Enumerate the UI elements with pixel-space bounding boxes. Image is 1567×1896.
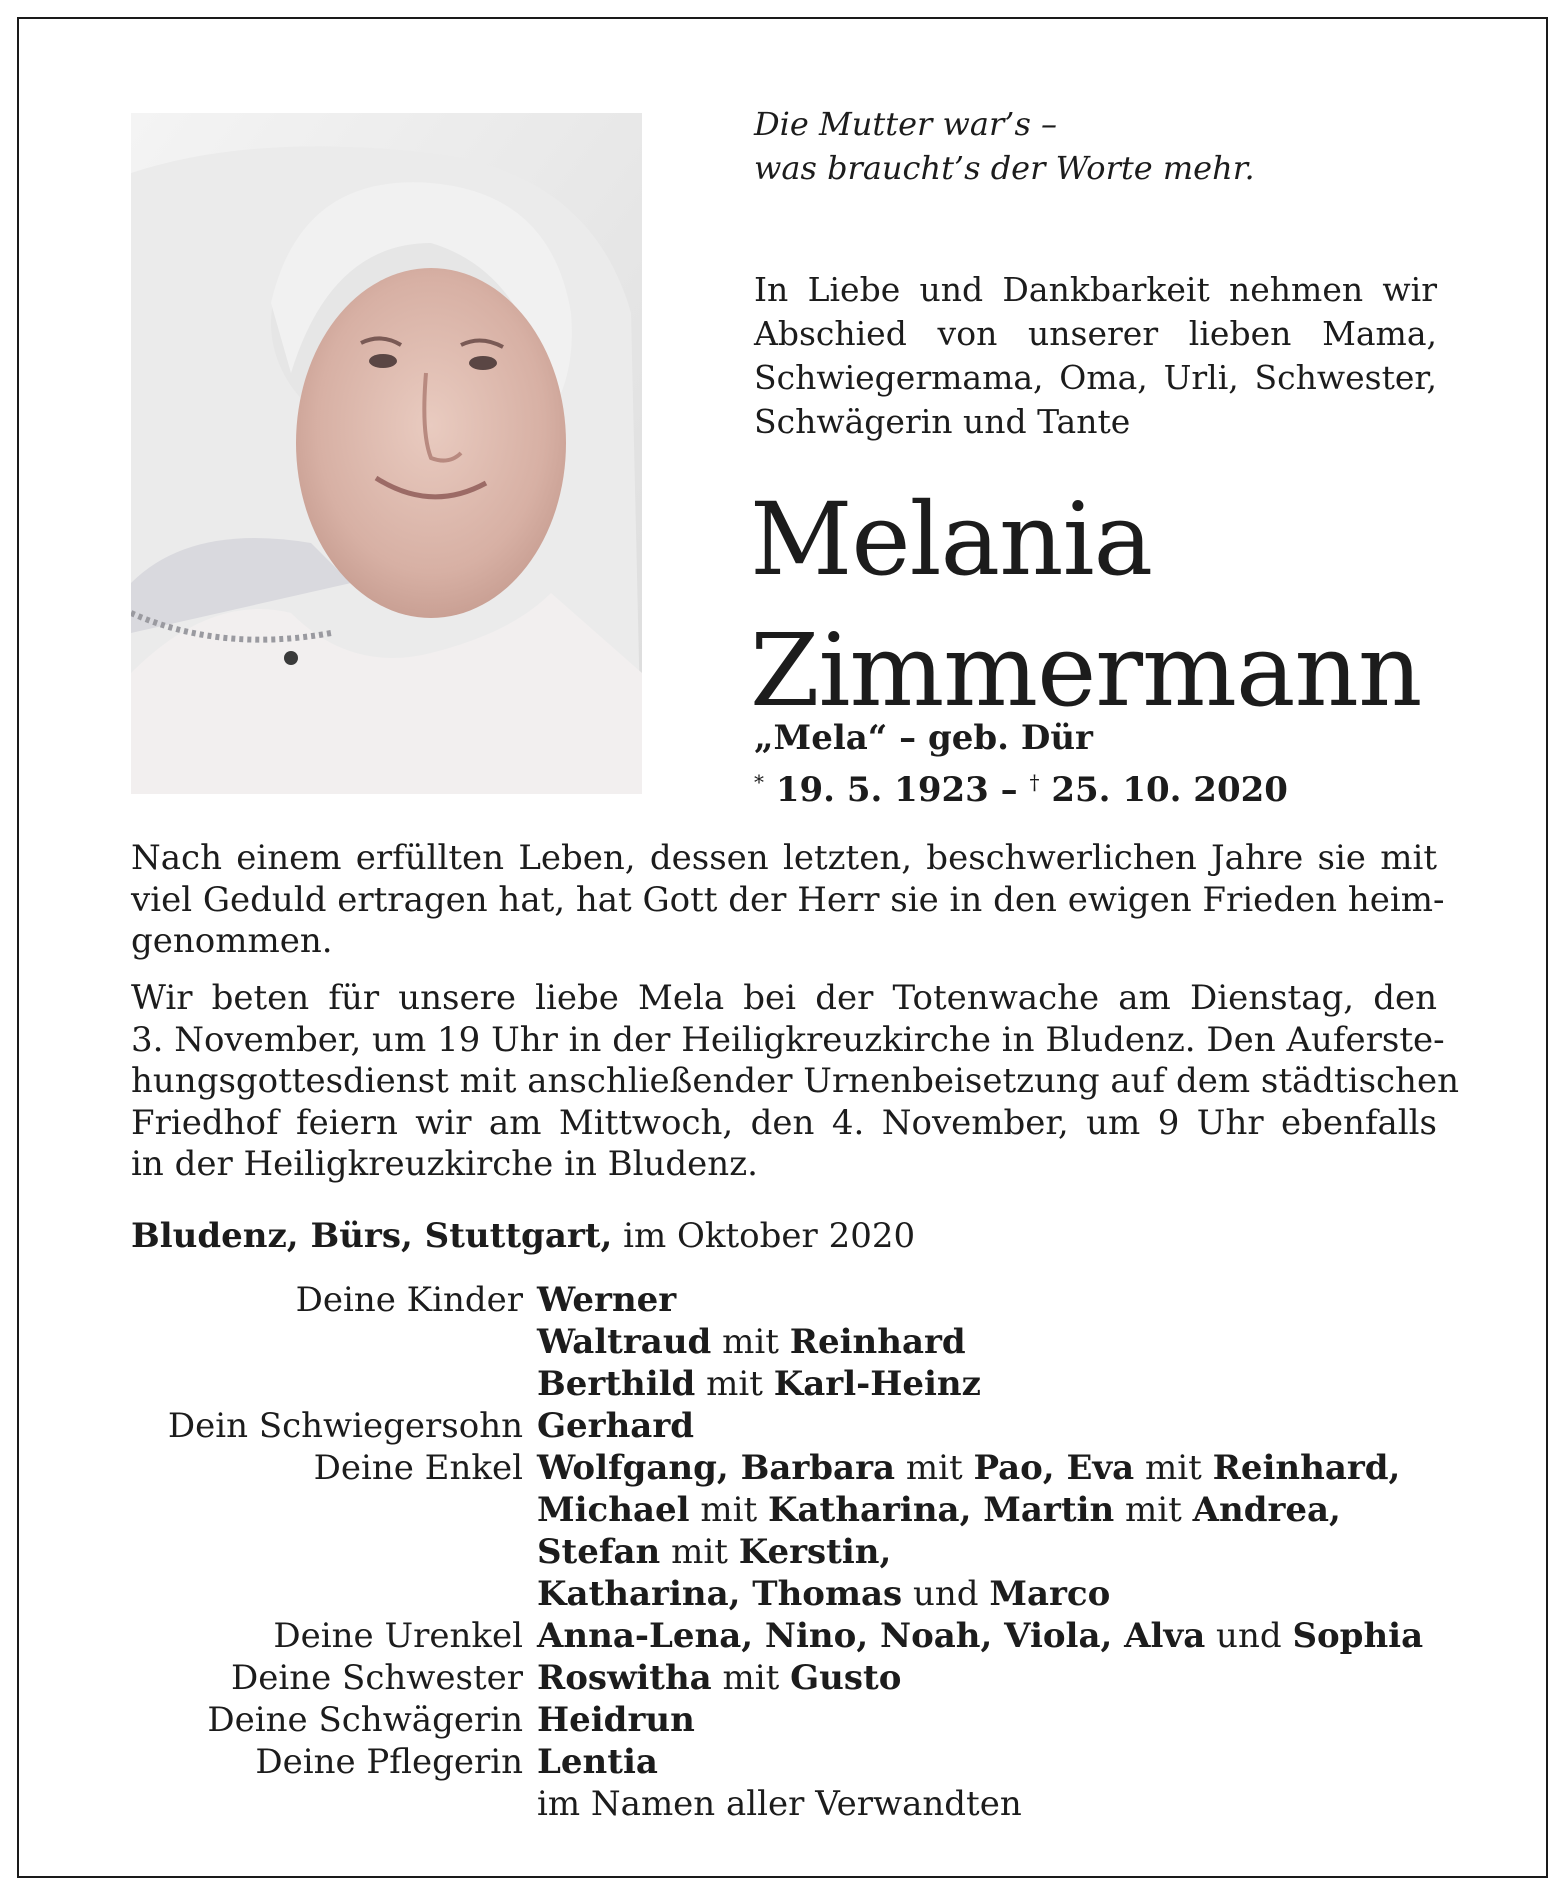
birth-date: 19. 5. 1923 – — [775, 770, 1018, 810]
mourner-name: Michael — [537, 1490, 690, 1530]
family-name-line — [537, 1489, 1451, 1531]
mourner-name: Heidrun — [537, 1700, 695, 1740]
mourner-name: Pao, Eva — [973, 1448, 1135, 1488]
family-group — [131, 1657, 1451, 1699]
motto-line: Die Mutter war’s – — [754, 105, 1058, 143]
intro-line: Schwägerin und Tante — [754, 402, 1131, 441]
mourner-name: Marco — [989, 1574, 1111, 1614]
paragraph-line: Wir beten für unsere liebe Mela bei der Totenwache am Dienstag, den — [131, 978, 1437, 1018]
mourner-name: Katharina, Thomas — [537, 1574, 903, 1614]
mourner-name: Roswitha — [537, 1658, 712, 1698]
connector-text: mit — [711, 1322, 790, 1362]
family-name-line — [537, 1741, 1451, 1783]
family-name-line — [537, 1573, 1451, 1615]
family-group — [131, 1447, 1451, 1615]
life-dates — [754, 760, 1454, 812]
family-name-line — [537, 1699, 1451, 1741]
family-name-line — [537, 1531, 1451, 1573]
mourner-name: Wolfgang, Barbara — [537, 1448, 896, 1488]
family-relation-label: Deine Kinder — [295, 1280, 523, 1320]
connector-text: und — [1205, 1616, 1293, 1656]
intro-text — [754, 268, 1437, 444]
death-symbol: † — [1029, 770, 1040, 794]
connector-text: mit — [1134, 1448, 1213, 1488]
family-group — [131, 1279, 1451, 1405]
intro-line: In Liebe und Dankbarkeit nehmen wir — [754, 270, 1437, 309]
family-group — [131, 1615, 1451, 1657]
paragraph-line: in der Heiligkreuzkirche in Bludenz. — [131, 1144, 758, 1184]
connector-text: im Namen aller Verwandten — [537, 1784, 1022, 1824]
intro-line: Abschied von unserer lieben Mama, — [754, 314, 1437, 353]
paragraph-line: Nach einem erfüllten Leben, dessen letzten, beschwerlichen Jahre sie mit — [131, 838, 1437, 878]
name-details — [754, 716, 1454, 812]
intro-line: Schwiegermama, Oma, Urli, Schwester, — [754, 358, 1437, 397]
family-names — [537, 1657, 1451, 1699]
family-relation-label: Deine Urenkel — [273, 1616, 523, 1656]
mourner-name: Waltraud — [537, 1322, 712, 1362]
mourner-name: Werner — [537, 1280, 677, 1320]
connector-text: mit — [711, 1658, 791, 1698]
mourner-name: Anna-Lena, Nino, Noah, Viola, Alva — [537, 1616, 1206, 1656]
mourner-name: Karl-Heinz — [773, 1364, 981, 1404]
deceased-name — [750, 474, 1550, 736]
death-date: 25. 10. 2020 — [1051, 770, 1288, 810]
family-group — [131, 1741, 1451, 1825]
family-name-line — [537, 1783, 1451, 1825]
mourner-name: Reinhard, — [1212, 1448, 1401, 1488]
family-name-line — [537, 1279, 1451, 1321]
connector-text: mit — [660, 1532, 739, 1572]
family-relation-label: Deine Pflegerin — [255, 1742, 523, 1782]
connector-text: mit — [895, 1448, 974, 1488]
mourner-name: Kerstin, — [738, 1532, 892, 1572]
mourner-name: Berthild — [537, 1364, 696, 1404]
mourner-name: Lentia — [537, 1742, 658, 1782]
family-relation-label: Dein Schwiegersohn — [167, 1406, 523, 1446]
paragraph-line: 3. November, um 19 Uhr in der Heiligkreuzkirche in Bludenz. Den Auferste- — [131, 1019, 1445, 1060]
family-name-line — [537, 1447, 1451, 1489]
family-names — [537, 1615, 1451, 1657]
family-name-line — [537, 1615, 1451, 1657]
family-name-line — [537, 1405, 1451, 1447]
date-text: im Oktober 2020 — [623, 1216, 916, 1256]
connector-text: mit — [689, 1490, 768, 1530]
family-group — [131, 1405, 1451, 1447]
connector-text: mit — [1114, 1490, 1193, 1530]
paragraph-line: genommen. — [131, 921, 333, 961]
family-relation-label: Deine Schwägerin — [207, 1700, 523, 1740]
family-name-line — [537, 1321, 1451, 1363]
first-name: Melania — [750, 481, 1153, 598]
portrait-photo — [131, 113, 642, 794]
family-relation-label: Deine Enkel — [313, 1448, 523, 1488]
mourner-name: Andrea, — [1192, 1490, 1341, 1530]
family-names — [537, 1699, 1451, 1741]
nickname-line: „Mela“ – geb. Dür — [754, 718, 1093, 758]
paragraph-service — [131, 978, 1459, 1186]
last-name: Zimmermann — [750, 612, 1422, 729]
mourner-name: Sophia — [1292, 1616, 1424, 1656]
mourner-name: Stefan — [537, 1532, 661, 1572]
family-names — [537, 1741, 1451, 1825]
motto-line: was braucht’s der Worte mehr. — [754, 149, 1255, 187]
family-list — [131, 1279, 1451, 1825]
family-names — [537, 1279, 1451, 1405]
mourner-name: Reinhard — [789, 1322, 966, 1362]
connector-text: mit — [695, 1364, 774, 1404]
paragraph-line: viel Geduld ertragen hat, hat Gott der Herr sie in den ewigen Frieden heim- — [131, 879, 1445, 920]
family-name-line — [537, 1363, 1451, 1405]
mourner-name: Katharina, Martin — [767, 1490, 1115, 1530]
family-relation-label: Deine Schwester — [230, 1658, 523, 1698]
family-group — [131, 1699, 1451, 1741]
paragraph-line: hungsgottesdienst mit anschließender Urnenbeisetzung auf dem städtischen — [131, 1061, 1459, 1101]
motto-quote — [754, 102, 1454, 190]
paragraph-line: Friedhof feiern wir am Mittwoch, den 4. November, um 9 Uhr ebenfalls — [131, 1102, 1437, 1143]
family-name-line — [537, 1657, 1451, 1699]
birth-symbol: * — [754, 770, 764, 794]
place-date — [131, 1214, 1031, 1258]
family-names — [537, 1447, 1451, 1615]
paragraph-life — [131, 838, 1445, 963]
place: Bludenz, Bürs, Stuttgart, — [131, 1216, 613, 1256]
mourner-name: Gusto — [790, 1658, 902, 1698]
mourner-name: Gerhard — [537, 1406, 695, 1446]
connector-text: und — [902, 1574, 990, 1614]
family-names — [537, 1405, 1451, 1447]
